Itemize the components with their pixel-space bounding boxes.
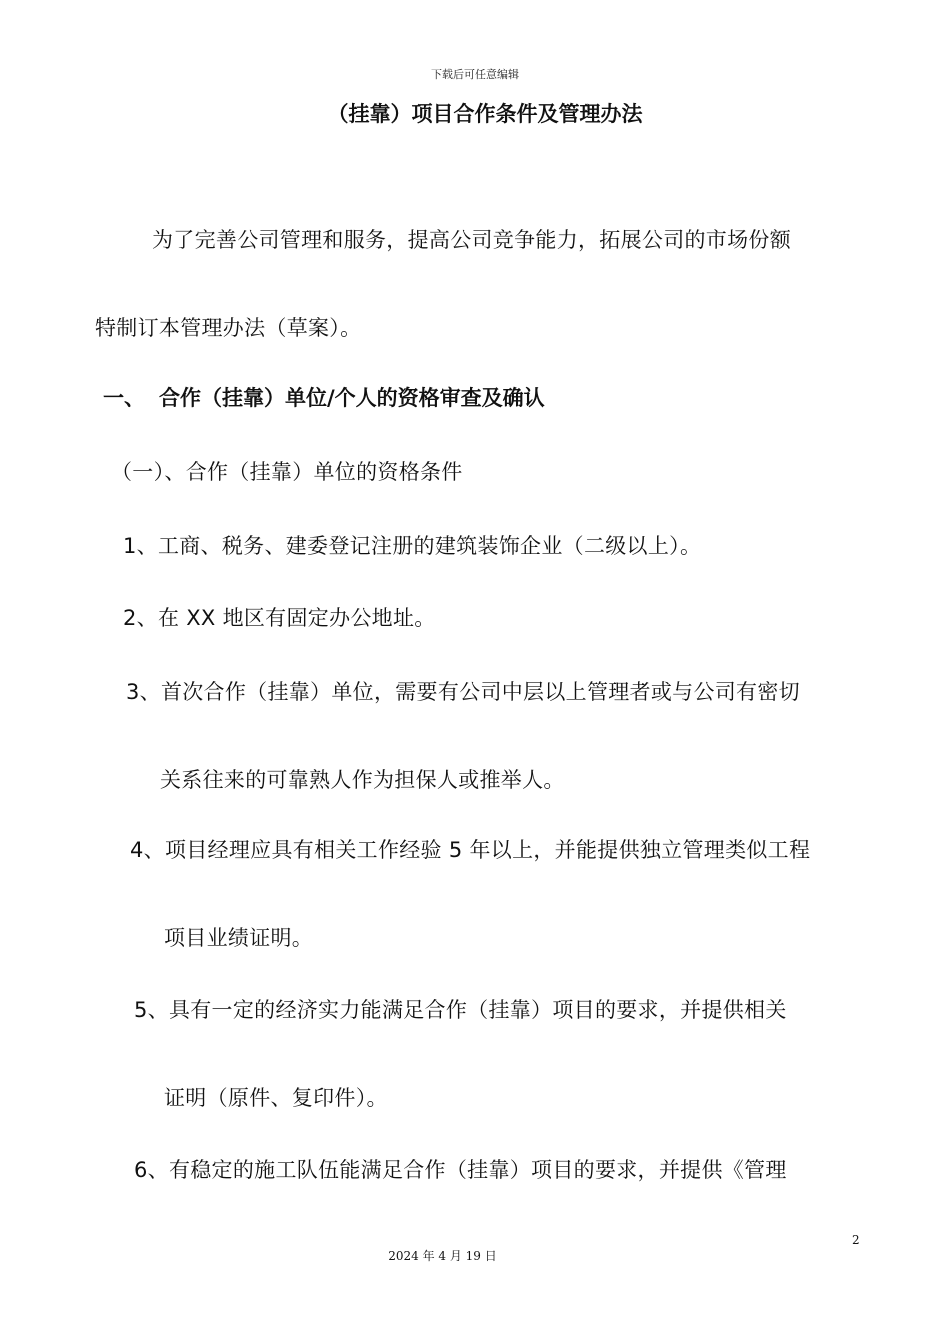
list-item-2: 2、在 XX 地区有固定办公地址。 — [123, 606, 436, 630]
header-note: 下载后可任意编辑 — [431, 68, 519, 81]
list-item-4-cont: 项目业绩证明。 — [164, 926, 314, 950]
document-title: （挂靠）项目合作条件及管理办法 — [327, 102, 643, 126]
intro-line-1: 为了完善公司管理和服务，提高公司竞争能力，拓展公司的市场份额 — [152, 228, 791, 252]
list-item-6: 6、有稳定的施工队伍能满足合作（挂靠）项目的要求，并提供《管理 — [134, 1158, 787, 1182]
subsection-heading: （一）、合作（挂靠）单位的资格条件 — [111, 460, 463, 484]
section-heading: 合作（挂靠）单位/个人的资格审查及确认 — [159, 386, 545, 410]
list-item-3: 3、首次合作（挂靠）单位，需要有公司中层以上管理者或与公司有密切 — [126, 680, 800, 704]
footer-date: 2024 年 4 月 19 日 — [388, 1249, 497, 1263]
list-item-5: 5、具有一定的经济实力能满足合作（挂靠）项目的要求，并提供相关 — [134, 998, 787, 1022]
list-item-1: 1、工商、税务、建委登记注册的建筑装饰企业（二级以上）。 — [123, 534, 702, 558]
intro-line-2: 特制订本管理办法（草案）。 — [95, 316, 362, 340]
list-item-4: 4、项目经理应具有相关工作经验 5 年以上，并能提供独立管理类似工程 — [130, 838, 811, 862]
list-item-3-cont: 关系往来的可靠熟人作为担保人或推举人。 — [160, 768, 565, 792]
section-number: 一、 — [103, 386, 145, 410]
page-number: 2 — [852, 1233, 860, 1247]
list-item-5-cont: 证明（原件、复印件）。 — [164, 1086, 388, 1110]
